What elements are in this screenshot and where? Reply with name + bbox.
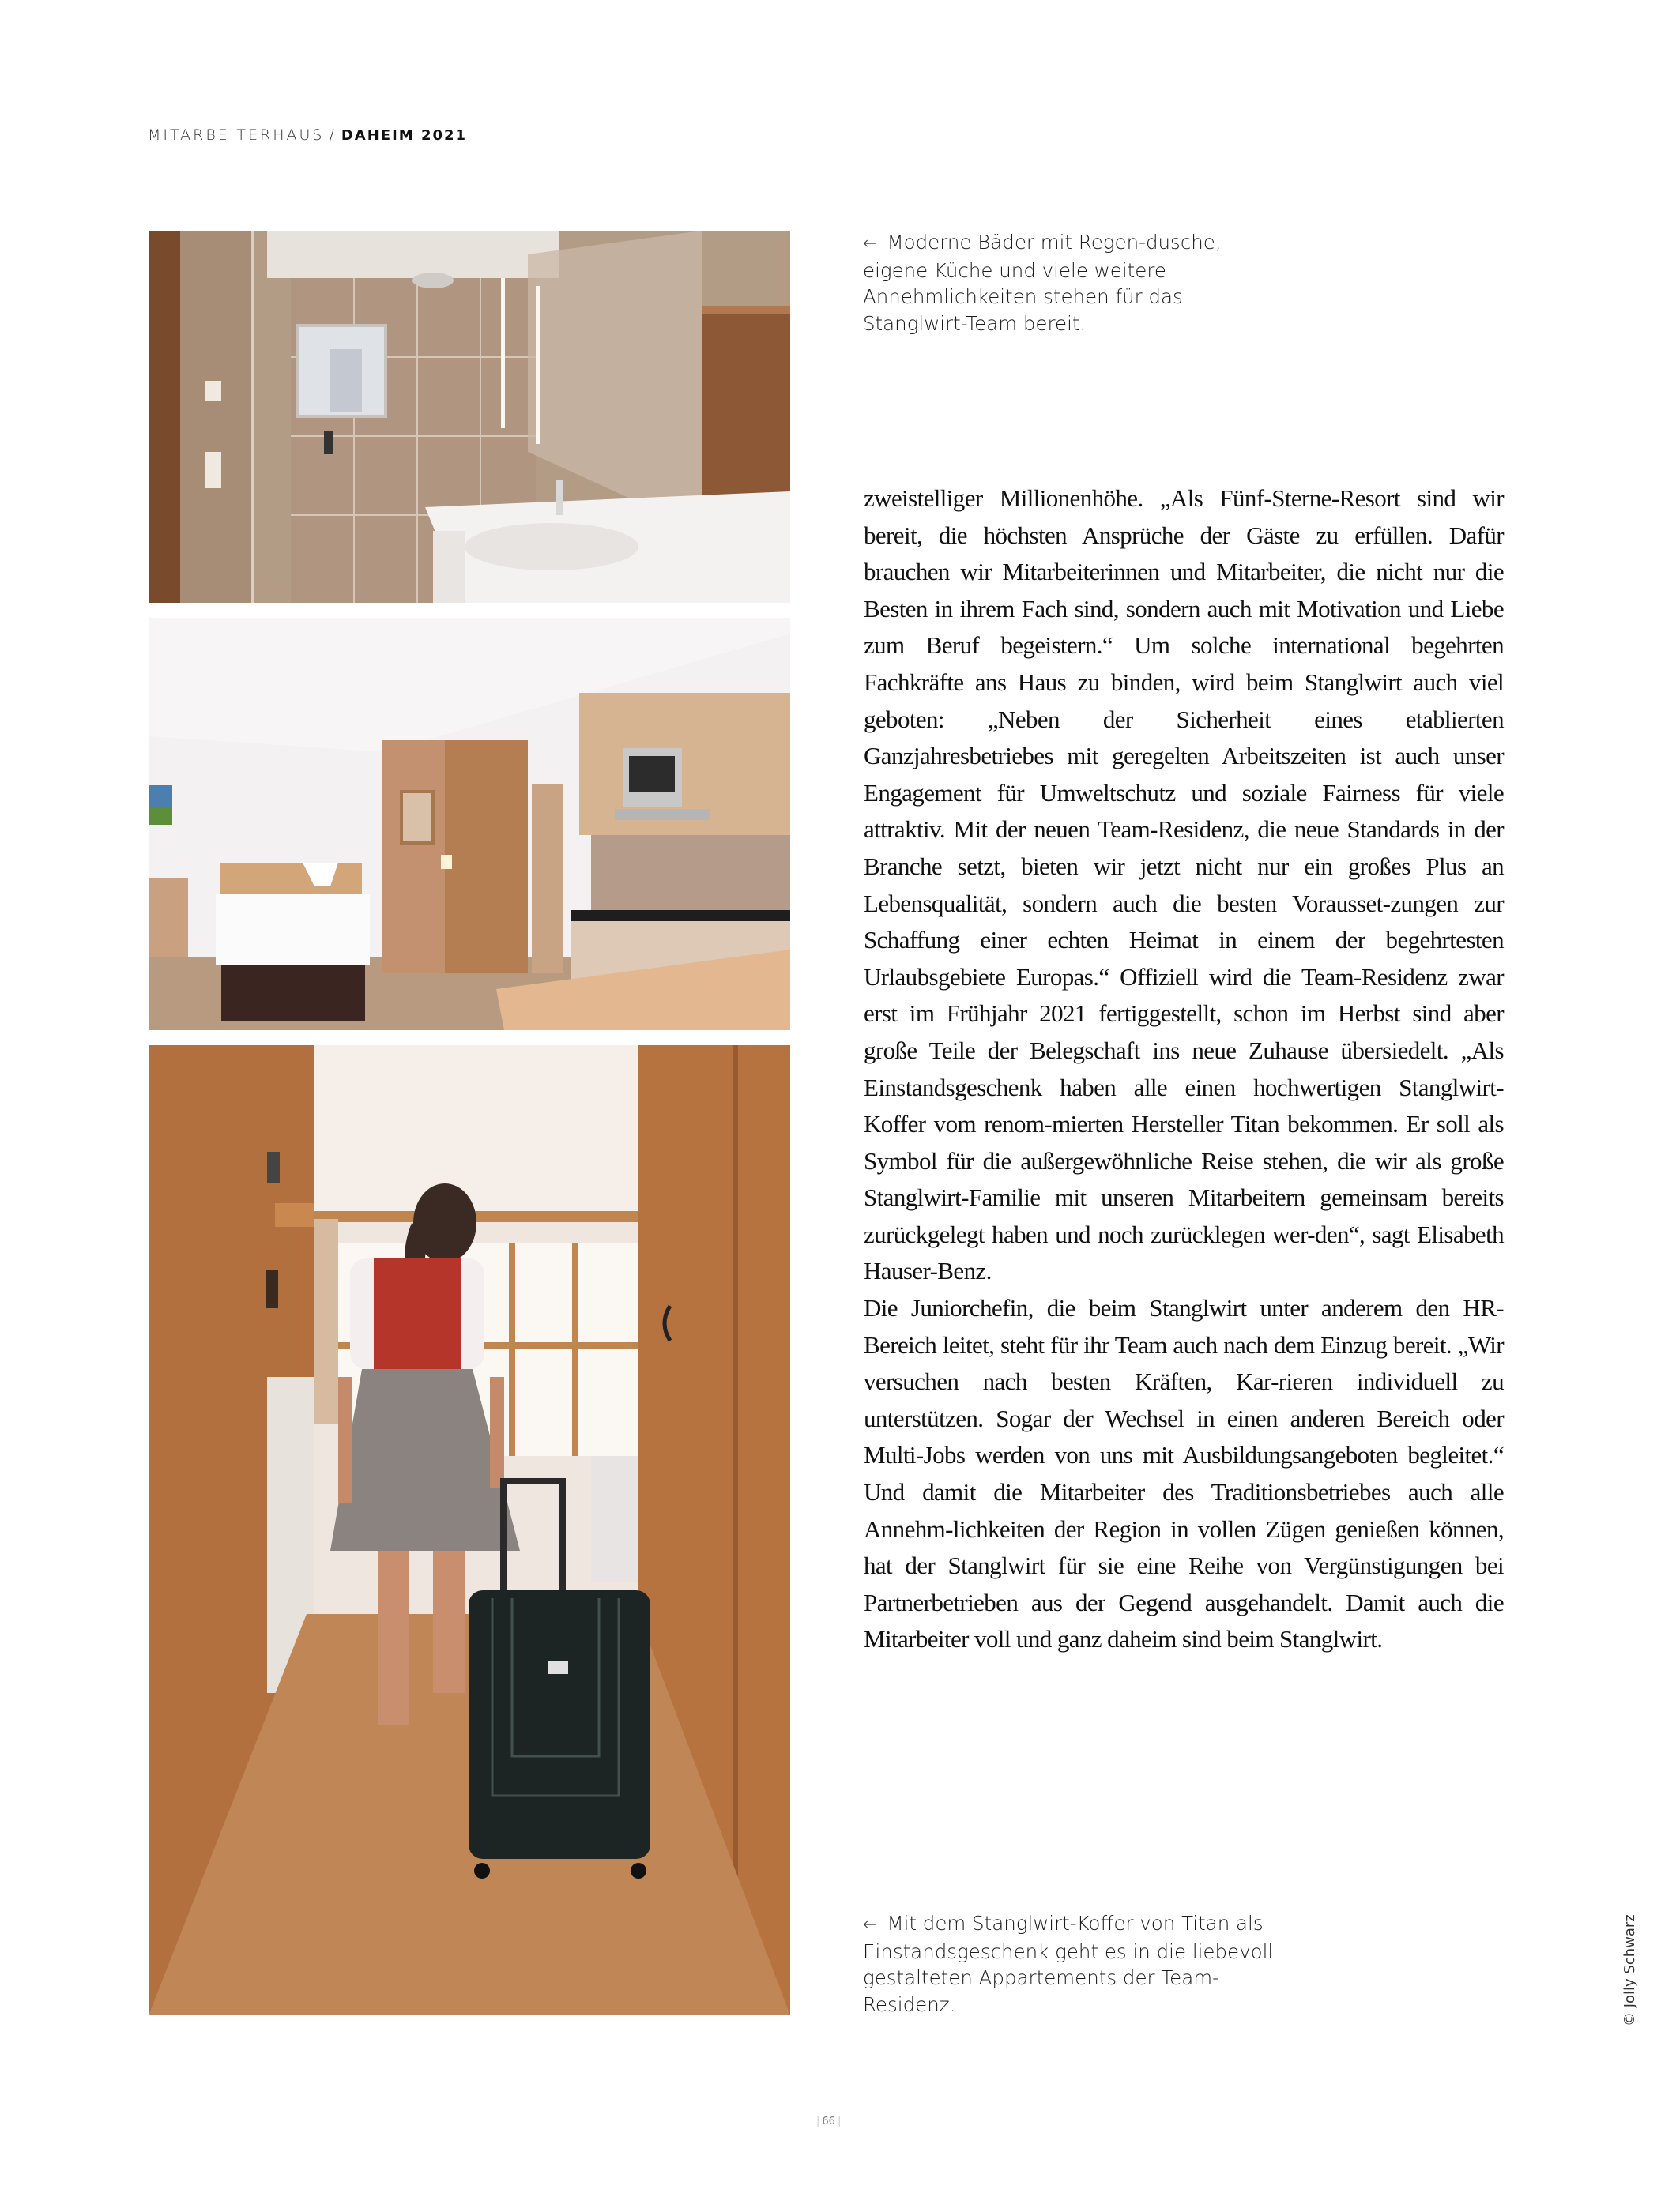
section-title: MITARBEITERHAUS xyxy=(148,126,325,144)
photo-suitcase-hallway xyxy=(149,1045,790,2015)
page-number-divider: | xyxy=(837,2116,842,2127)
article-paragraph: zweistelliger Millionenhöhe. „Als Fünf-Sterne-Resort sind wir bereit, die höchsten Ansprüche der Gäste zu erfüllen. Dafür brauchen wir Mitarbeiterinnen und Mitarbeiter, die nicht nur die Besten in ihrem Fach sind, sondern auch mit Motivation und Liebe zum Beruf begeistern.“ Um solche international begehrten Fachkräfte ans Haus zu binden, wird beim Stanglwirt auch viel geboten: „Neben der Sicherheit eines etablierten Ganzjahresbetriebes mit geregelten Arbeitszeiten ist auch unser Engagement für Umweltschutz und soziale Fairness für viele attraktiv. Mit der neuen Team-Residenz, die neue Standards in der Branche setzt, bieten wir jetzt nicht nur ein großes Plus an Lebensqualität, sondern auch die besten Vorausset-zungen zur Schaffung einer echten Heimat in einem der begehrtesten Urlaubsgebiete Europas.“ Offiziell wird die Team-Residenz zwar erst im Frühjahr 2021 fertiggestellt, schon im Herbst sind aber große Teile der Belegschaft ins neue Zuhause übersiedelt. „Als Einstandsgeschenk haben alle einen hochwertigen Stanglwirt-Koffer vom renom-mierten Hersteller Titan bekommen. Er soll als Symbol für die außergewöhnliche Reise stehen, die wir als große Stanglwirt-Familie mit unseren Mitarbeitern gemeinsam bereits zurückgelegt haben und noch zurücklegen wer-den“, sagt Elisabeth Hauser-Benz. xyxy=(864,484,1504,1285)
photo-credit: © Jolly Schwarz xyxy=(1621,1914,1638,2026)
caption-suitcase xyxy=(863,1910,1274,2018)
arrow-left-icon: ← xyxy=(863,234,878,254)
bathroom-image xyxy=(149,231,790,603)
photo-bathroom xyxy=(149,231,790,603)
photo-apartment xyxy=(149,618,790,1030)
caption-text: Moderne Bäder mit Regen-dusche, eigene Küche und viele weitere Annehmlichkeiten stehen für das Stanglwirt-Team bereit. xyxy=(863,231,1222,335)
article-body xyxy=(864,480,1504,1658)
header-separator: / xyxy=(329,126,337,144)
caption-bathroom xyxy=(863,229,1274,337)
hallway-image xyxy=(149,1045,790,2015)
page-number-value: 66 xyxy=(822,2116,835,2127)
arrow-left-icon: ← xyxy=(863,1915,878,1935)
issue-title: DAHEIM 2021 xyxy=(341,127,468,144)
page-number xyxy=(814,2116,843,2127)
running-header xyxy=(148,126,467,144)
article-paragraph: Die Juniorchefin, die beim Stanglwirt unter anderem den HR-Bereich leitet, steht für ihr Team auch nach dem Einzug bereit. „Wir versuchen nach besten Kräften, Kar-rieren individuell zu unterstützen. Sogar der Wechsel in einen anderen Bereich oder Multi-Jobs werden von uns mit Ausbildungsangeboten begleitet.“ Und damit die Mitarbeiter des Traditionsbetriebes auch alle Annehm-lichkeiten der Region in vollen Zügen genießen können, hat der Stanglwirt für sie eine Reihe von Vergünstigungen bei Partnerbetrieben aus der Gegend ausgehandelt. Damit auch die Mitarbeiter voll und ganz daheim sind beim Stanglwirt. xyxy=(864,1294,1504,1653)
apartment-image xyxy=(149,618,790,1030)
page-number-divider: | xyxy=(816,2116,820,2127)
caption-text: Mit dem Stanglwirt-Koffer von Titan als Einstandsgeschenk geht es in die liebevoll gestalteten Appartements der Team-Residenz. xyxy=(863,1912,1274,2016)
